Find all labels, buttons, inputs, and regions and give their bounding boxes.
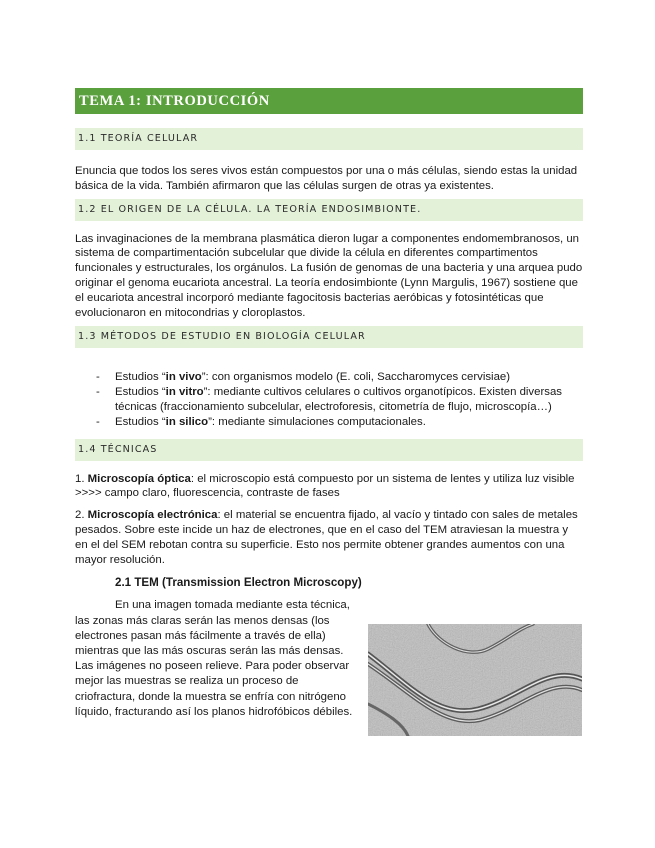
section-1-2-text: Las invaginaciones de la membrana plasmática dieron lugar a componentes endomembranosos, un sistema de compartimentación subcelular que divide la célula en diferentes compartimentos funcionales y estructurales, los orgánulos. La fusión de genomas de una bacteria y una arquea pudo originar el genoma eucariota ancestral. La teoría endosimbionte (Lynn Margulis, 1967) sostiene que el eucariota ancestral incorporó mediante fagocitosis bacterias aeróbicas y fotosintéticas que evolucionaron en mitocondrias y cloroplastos. bbox=[75, 232, 583, 319]
list-bullet: - bbox=[96, 386, 100, 399]
section-heading-1-1: 1.1 TEORÍA CELULAR bbox=[75, 128, 583, 150]
section-heading-1-2: 1.2 EL ORIGEN DE LA CÉLULA. LA TEORÍA ENDOSIMBIONTE. bbox=[75, 199, 583, 221]
list-item: - Estudios “in vivo”: con organismos modelo (E. coli, Saccharomyces cervisiae) bbox=[96, 371, 511, 384]
list-bullet: - bbox=[96, 415, 100, 428]
tem-text: En una imagen tomada mediante esta técnica, las zonas más claras serán las menos densas (los electrones pasan más fácilmente a través de ella) mientras que las más oscuras serán las más densas. Las imágenes no poseen relieve. Para poder observar mejor las muestras se realiza un proceso de criofractura, donde la muestra se enfría con nitrógeno líquido, fracturando así los planos hidrofóbicos débiles. bbox=[75, 599, 353, 718]
tem-micrograph bbox=[368, 624, 582, 736]
list-item: - Estudios “in vitro”: mediante cultivos celulares o cultivos organotípicos. Existen diversas técnicas (fraccionamiento subcelular, electroforesis, citometría de flujo, microscopía…) bbox=[96, 386, 562, 413]
list-bullet: - bbox=[96, 371, 100, 384]
electron-microscopy-text: 2. Microscopía electrónica: el material se encuentra fijado, al vacío y tintado con sales de metales pesados. Sobre este incide un haz de electrones, que en el caso del TEM atraviesan la muestra y en el del SEM rebotan contra su superficie. Esto nos permite obtener grandes aumentos con una mayor resolución. bbox=[75, 509, 578, 566]
methods-list bbox=[75, 370, 583, 429]
optical-microscopy-text: 1. Microscopía óptica: el microscopio está compuesto por un sistema de lentes y utiliza luz visible >>>> campo claro, fluorescencia, contraste de fases bbox=[75, 472, 575, 500]
tem-subheading: 2.1 TEM (Transmission Electron Microscopy) bbox=[115, 576, 362, 590]
list-item: - Estudios “in silico”: mediante simulaciones computacionales. bbox=[96, 415, 426, 428]
section-heading-1-3: 1.3 MÉTODOS DE ESTUDIO EN BIOLOGÍA CELULAR bbox=[75, 326, 583, 348]
chapter-title: TEMA 1: INTRODUCCIÓN bbox=[75, 88, 583, 114]
section-1-1-text: Enuncia que todos los seres vivos están compuestos por una o más células, siendo estas la unidad básica de la vida. También afirmaron que las células surgen de otras ya existentes. bbox=[75, 165, 578, 192]
section-heading-1-4: 1.4 TÉCNICAS bbox=[75, 439, 583, 461]
document-page bbox=[75, 88, 583, 720]
